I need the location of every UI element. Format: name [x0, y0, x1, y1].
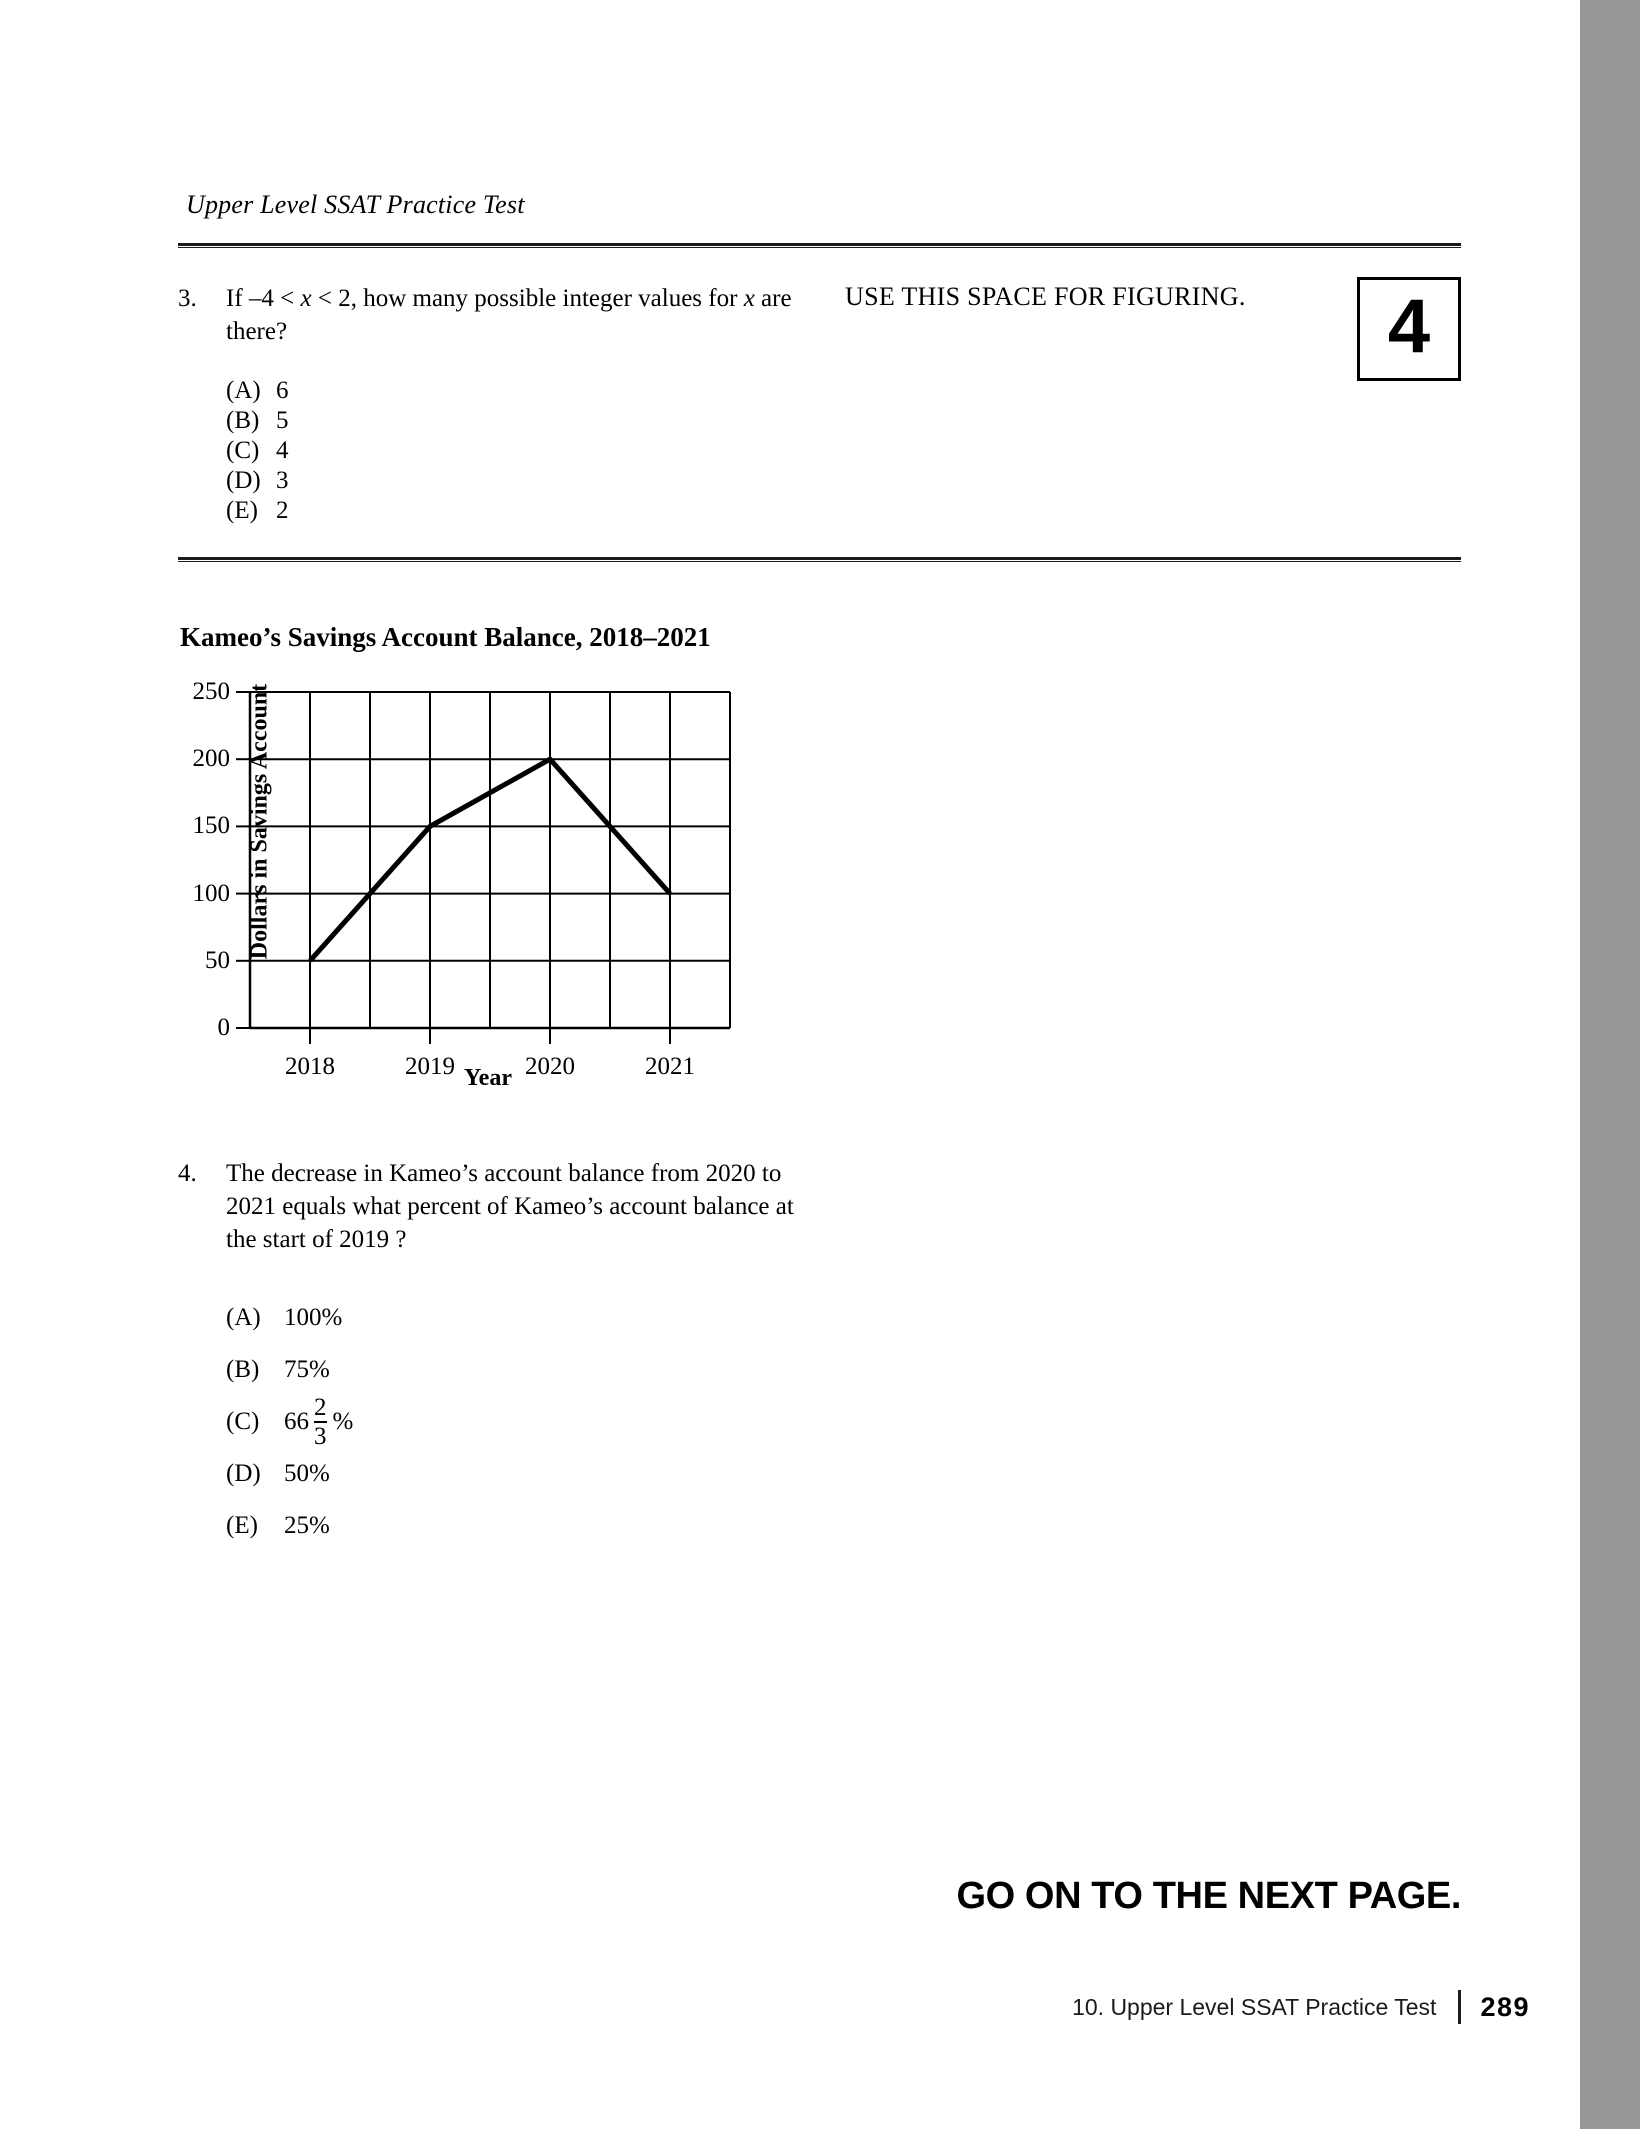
- chart-x-tick-2021: 2021: [645, 1053, 695, 1080]
- choice-3-c-label: (C): [226, 437, 260, 464]
- chart-plot-area: [178, 680, 778, 1120]
- choice-4-d-value: 50%: [284, 1460, 330, 1487]
- chart-y-tick-50: 50: [205, 946, 230, 974]
- question-4-block: [178, 1157, 798, 1552]
- choice-4-c-label: (C): [226, 1408, 260, 1435]
- question-4-number: 4.: [178, 1160, 197, 1187]
- choice-3-b[interactable]: [226, 406, 798, 436]
- choice-3-e-label: (E): [226, 497, 258, 524]
- choice-4-b-value: 75%: [284, 1356, 330, 1383]
- chart-y-tick-150: 150: [192, 812, 230, 840]
- chart-title: Kameo’s Savings Account Balance, 2018–2021: [180, 622, 711, 652]
- choice-3-c[interactable]: [226, 436, 798, 466]
- choice-3-c-value: 4: [276, 437, 289, 464]
- question-4-prompt: The decrease in Kameo’s account balance from 2020 to 2021 equals what percent of Kameo’s account balance at the start of 2019 ?: [226, 1160, 794, 1253]
- go-on-notice: GO ON TO THE NEXT PAGE.: [956, 1875, 1461, 1917]
- page-edge-gray-bar: [1580, 0, 1640, 2129]
- choice-4-d[interactable]: [226, 1448, 798, 1500]
- running-head: Upper Level SSAT Practice Test: [186, 190, 525, 219]
- figuring-space-note: USE THIS SPACE FOR FIGURING.: [845, 282, 1246, 311]
- question-4-choices: [226, 1292, 798, 1552]
- choice-3-a[interactable]: [226, 376, 798, 406]
- choice-4-a-value: 100%: [284, 1304, 343, 1331]
- choice-3-a-label: (A): [226, 377, 261, 404]
- section-number: 4: [1387, 284, 1431, 369]
- choice-3-a-value: 6: [276, 377, 289, 404]
- choice-4-d-label: (D): [226, 1460, 261, 1487]
- section-divider-rule: [178, 557, 1461, 562]
- section-number-box: [1357, 277, 1461, 381]
- page-footer: [0, 1990, 1530, 2024]
- choice-3-e[interactable]: [226, 496, 798, 526]
- chart-x-tick-2019: 2019: [405, 1053, 455, 1080]
- choice-3-b-value: 5: [276, 407, 289, 434]
- choice-3-e-value: 2: [276, 497, 289, 524]
- chart-y-tick-100: 100: [192, 879, 230, 907]
- question-3-block: [178, 282, 798, 526]
- chart-y-tick-250: 250: [192, 678, 230, 705]
- fraction-denominator: 3: [314, 1422, 327, 1450]
- header-rule: [178, 243, 1461, 248]
- choice-4-b[interactable]: [226, 1344, 798, 1396]
- chart-y-tick-0: 0: [217, 1014, 230, 1041]
- choice-3-d[interactable]: [226, 466, 798, 496]
- choice-4-a[interactable]: [226, 1292, 798, 1344]
- choice-4-a-label: (A): [226, 1304, 261, 1331]
- chart-x-tick-2018: 2018: [285, 1053, 335, 1080]
- question-3-row: [178, 282, 798, 348]
- chart-y-axis-label: Dollars in Savings Account: [246, 683, 273, 960]
- choice-3-b-label: (B): [226, 407, 260, 434]
- choice-3-d-value: 3: [276, 467, 289, 494]
- choice-4-e-label: (E): [226, 1512, 258, 1539]
- choice-4-b-label: (B): [226, 1356, 260, 1383]
- question-3-prompt: If –4 < x < 2, how many possible integer values for x are there?: [226, 285, 792, 345]
- page-number: 289: [1480, 1991, 1530, 2022]
- chart-x-tick-2020: 2020: [525, 1053, 575, 1080]
- footer-divider: [1458, 1990, 1461, 2024]
- choice-4-e[interactable]: [226, 1500, 798, 1552]
- question-3-number: 3.: [178, 285, 197, 312]
- chart-x-axis-label: Year: [464, 1065, 512, 1091]
- choice-4-e-value: 25%: [284, 1512, 330, 1539]
- fraction-numerator: 2: [314, 1393, 327, 1421]
- choice-3-d-label: (D): [226, 467, 261, 494]
- savings-line-chart: [178, 680, 778, 1120]
- fraction: [314, 1395, 327, 1450]
- footer-chapter-text: 10. Upper Level SSAT Practice Test: [1072, 1993, 1437, 2020]
- chart-y-tick-200: 200: [192, 745, 230, 773]
- choice-4-c-value: [284, 1395, 353, 1450]
- mixed-number-whole: 66: [284, 1408, 309, 1435]
- choice-4-c[interactable]: [226, 1393, 798, 1450]
- percent-sign: %: [332, 1408, 354, 1435]
- question-3-choices: [226, 376, 798, 526]
- question-4-row: [178, 1157, 798, 1256]
